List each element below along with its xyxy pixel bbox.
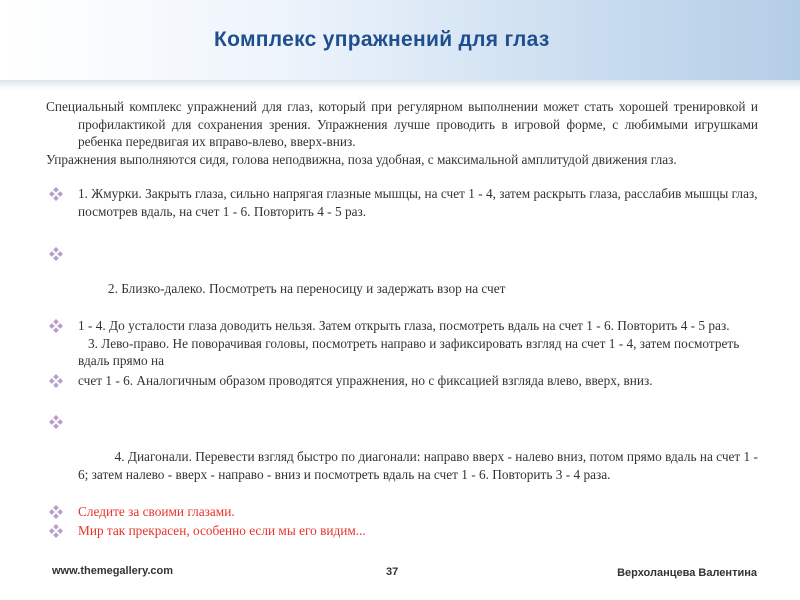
diamond-bullet-icon <box>49 187 63 201</box>
list-item-text: Мир так прекрасен, особенно если мы его видим... <box>78 523 366 538</box>
list-item <box>46 413 762 501</box>
list-item-highlight <box>46 522 758 540</box>
diamond-bullet-icon <box>49 505 63 519</box>
slide-title: Комплекс упражнений для глаз <box>214 28 550 51</box>
list-item <box>46 185 758 220</box>
diamond-bullet-icon <box>49 374 63 388</box>
intro-paragraph-1: Специальный комплекс упражнений для глаз, который при регулярном выполнении может стать хорошей тренировкой и профилактикой для сохранения зрения. Упражнения лучше проводить в игровой форме, с любимыми игрушками ребенка передвигая их вправо-влево, вверх-вниз. <box>46 99 758 149</box>
list-item-text: 2. Близко-далеко. Посмотреть на переносицу и задержать взор на счет <box>97 281 506 296</box>
footer-website-link[interactable]: www.themegallery.com <box>52 565 174 577</box>
list-item-text: счет 1 - 6. Аналогичным образом проводятся упражнения, но с фиксацией взгляда влево, вверх, вниз. <box>78 372 653 388</box>
list-item <box>46 245 758 315</box>
diamond-bullet-icon <box>49 319 63 333</box>
list-item-text: 1 - 4. До усталости глаза доводить нельзя. Затем открыть глаза, посмотреть вдаль на счет 1 - 6. Повторить 4 - 5 раз. <box>78 318 730 333</box>
list-item-highlight <box>46 503 758 521</box>
footer-author: Верхоланцева Валентина <box>617 567 757 579</box>
list-item <box>46 317 758 370</box>
diamond-bullet-icon <box>49 415 63 429</box>
list-item-text: Следите за своими глазами. <box>78 503 235 519</box>
list-item-text: 1. Жмурки. Закрыть глаза, сильно напрягая глазные мышцы, на счет 1 - 4, затем раскрыть глаза, расслабив мышцы глаз, посмотрев вдаль, на счет 1 - 6. Повторить 4 - 5 раз. <box>78 186 758 219</box>
list-item-text-continued: 3. Лево-право. Не поворачивая головы, посмотреть направо и зафиксировать взгляд на счет 1 - 4, затем посмотреть вдаль прямо на <box>78 335 743 368</box>
header-shadow <box>0 80 800 90</box>
diamond-bullet-icon <box>49 247 63 261</box>
list-item-text: 4. Диагонали. Перевести взгляд быстро по диагонали: направо вверх - налево вниз, потом прямо вдаль на счет 1 - 6; затем налево - вверх - направо - вниз и посмотреть вдаль на счет 1 - 6. Повторить 3 - 4 раза. <box>78 449 762 482</box>
slide-content <box>46 98 762 540</box>
page-number: 37 <box>386 566 399 578</box>
exercise-list <box>46 185 762 540</box>
list-item <box>46 372 758 390</box>
diamond-bullet-icon <box>49 524 63 538</box>
intro-paragraph-2: Упражнения выполняются сидя, голова неподвижна, поза удобная, с максимальной амплитудой движения глаз. <box>46 151 677 167</box>
